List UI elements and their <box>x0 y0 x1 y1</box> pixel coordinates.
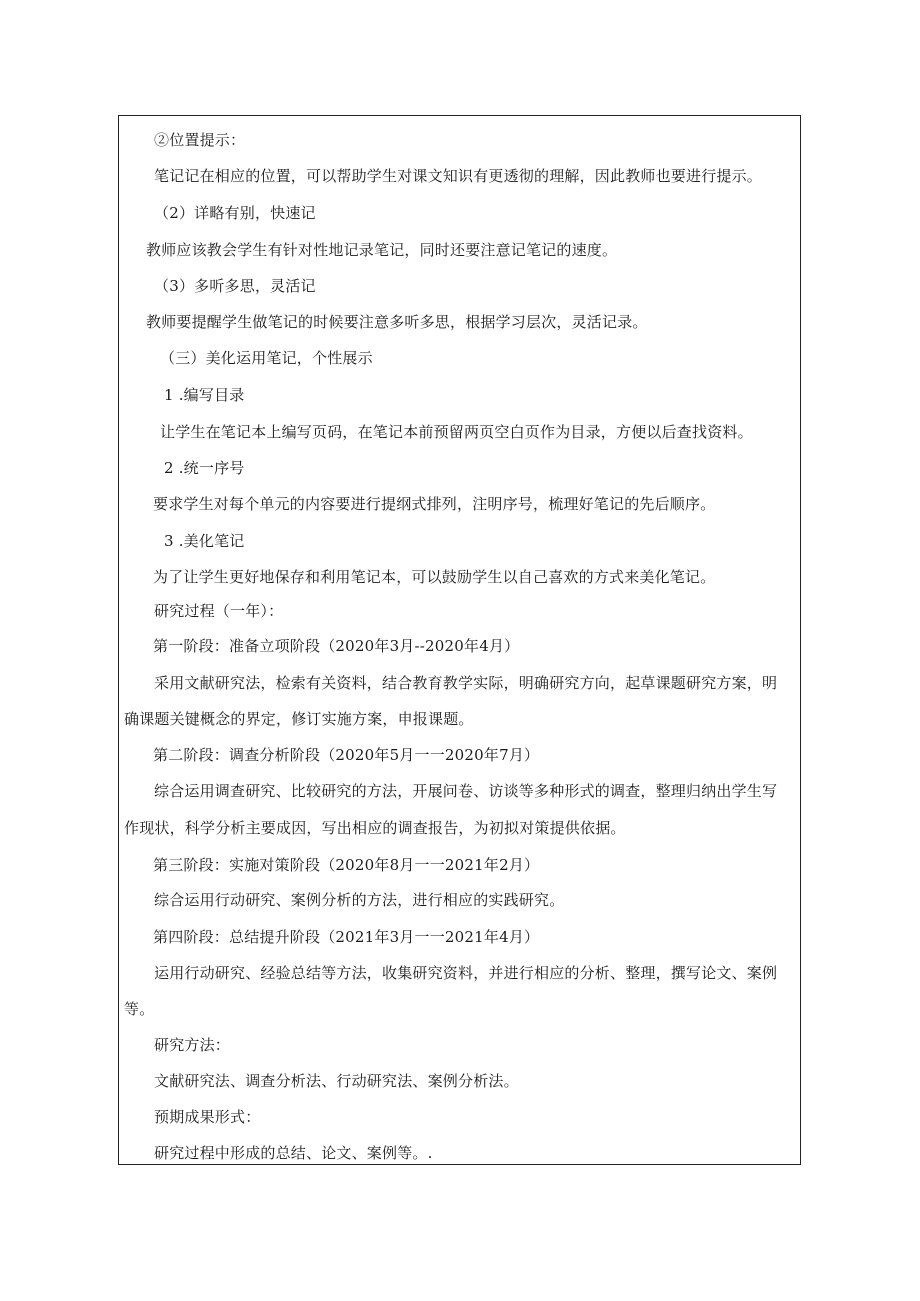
text-line: 教师应该教会学生有针对性地记录笔记，同时还要注意记笔记的速度。 <box>146 241 618 259</box>
text-line: 作现状，科学分析主要成因，写出相应的调查报告，为初拟对策提供依据。 <box>124 819 626 837</box>
text-line: 教师要提醒学生做笔记的时候要注意多听多思，根据学习层次，灵活记录。 <box>146 313 648 331</box>
text-line: （2）详略有别，快速记 <box>154 204 316 222</box>
text-line: 第一阶段：准备立项阶段（2020年3月--2020年4月） <box>153 637 520 655</box>
text-line: 文献研究法、调查分析法、行动研究法、案例分析法。 <box>154 1072 519 1090</box>
text-line: 第二阶段：调查分析阶段（2020年5月一一2020年7月） <box>153 746 540 764</box>
text-line: 2 .统一序号 <box>164 459 245 477</box>
text-line: 要求学生对每个单元的内容要进行提纲式排列，注明序号，梳理好笔记的先后顺序。 <box>153 495 716 513</box>
text-line: 预期成果形式： <box>154 1108 261 1126</box>
text-line: 确课题关键概念的界定，修订实施方案，申报课题。 <box>124 710 474 728</box>
text-line: 研究过程（一年）： <box>154 602 284 620</box>
text-line: 为了让学生更好地保存和利用笔记本，可以鼓励学生以自己喜欢的方式来美化笔记。 <box>153 568 716 586</box>
text-line: 运用行动研究、经验总结等方法，收集研究资料，并进行相应的分析、整理，撰写论文、案例 <box>154 964 778 982</box>
text-line: 让学生在笔记本上编写页码，在笔记本前预留两页空白页作为目录，方便以后查找资料。 <box>160 423 753 441</box>
text-line: （3）多听多思，灵活记 <box>154 277 316 295</box>
text-line: 综合运用调查研究、比较研究的方法，开展问卷、访谈等多种形式的调查，整理归纳出学生写 <box>154 782 778 800</box>
text-line: 采用文献研究法，检索有关资料，结合教育教学实际，明确研究方向，起草课题研究方案，明 <box>154 674 778 692</box>
text-line: 笔记记在相应的位置，可以帮助学生对课文知识有更透彻的理解，因此教师也要进行提示。 <box>154 167 763 185</box>
text-line: 第三阶段：实施对策阶段（2020年8月一一2021年2月） <box>153 856 540 874</box>
text-line: 3 .美化笔记 <box>164 532 245 550</box>
text-line: 1 .编写目录 <box>164 386 245 404</box>
text-line: ②位置提示： <box>154 131 246 149</box>
text-line: （三）美化运用笔记，个性展示 <box>160 349 373 367</box>
text-line: 等。 <box>124 1000 155 1018</box>
text-line: 第四阶段：总结提升阶段（2021年3月一一2021年4月） <box>153 928 540 946</box>
text-line: 综合运用行动研究、案例分析的方法，进行相应的实践研究。 <box>154 891 565 909</box>
text-line: 研究方法： <box>154 1036 231 1054</box>
text-line: 研究过程中形成的总结、论文、案例等。. <box>154 1144 433 1162</box>
